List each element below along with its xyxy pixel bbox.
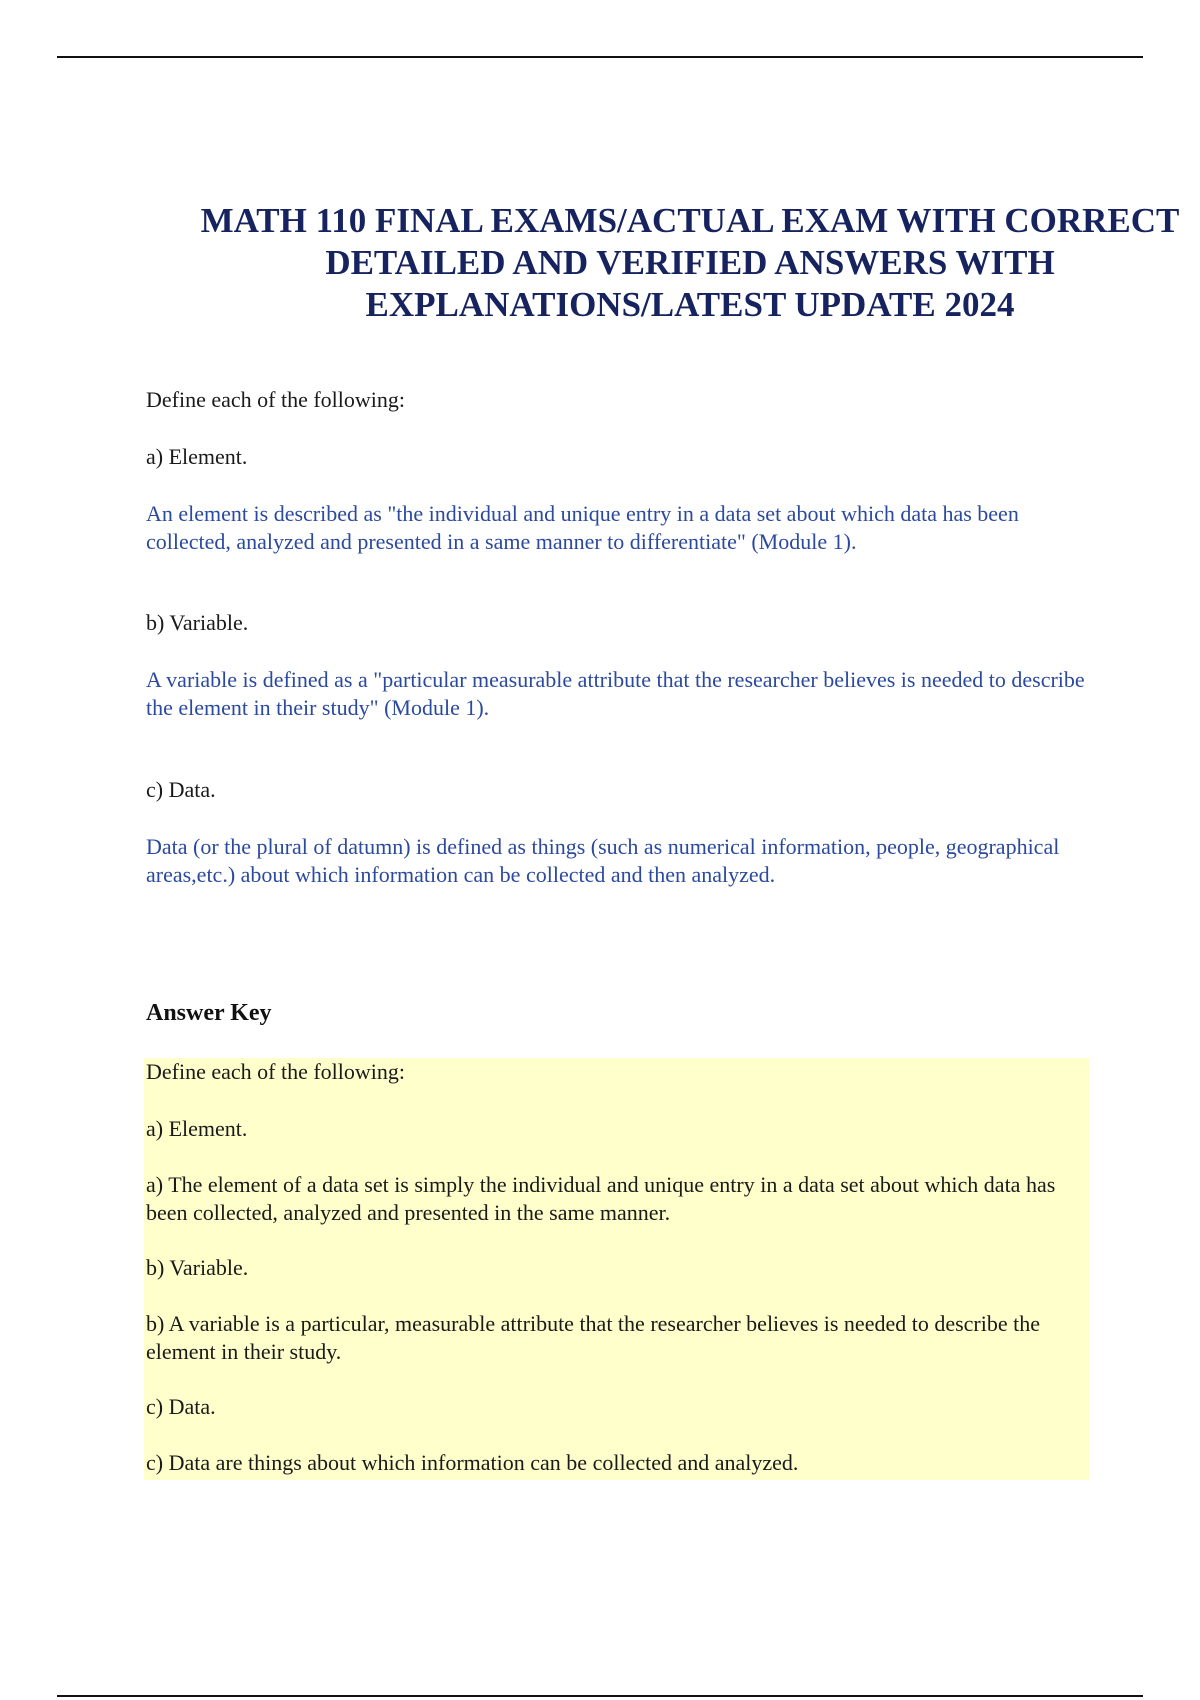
answer-key-label-element: a) Element. [146,1116,248,1141]
question-prompt: Define each of the following: [146,387,406,412]
answer-variable: A variable is defined as a "particular measurable attribute that the researcher believes is needed to describe the element in their study" (Module 1). [146,667,1085,720]
answer-key-label-variable: b) Variable. [146,1255,249,1280]
answer-key-prompt: Define each of the following: [146,1059,406,1084]
item-label-element: a) Element. [146,444,248,469]
answer-key-label-data: c) Data. [146,1394,216,1419]
answer-element: An element is described as "the individual and unique entry in a data set about which data has been collected, analyzed and presented in a same manner to differentiate" (Module 1). [146,501,1019,554]
answer-key-element: a) The element of a data set is simply the individual and unique entry in a data set about which data has been collected, analyzed and presented in the same manner. [146,1172,1056,1225]
title-line-3: EXPLANATIONS/LATEST UPDATE 2024 [365,285,1015,324]
bottom-rule [57,1695,1143,1697]
top-rule [57,56,1143,58]
answer-key-data: c) Data are things about which information can be collected and analyzed. [146,1450,799,1475]
answer-key-variable: b) A variable is a particular, measurable attribute that the researcher believes is needed to describe the element in their study. [146,1311,1041,1364]
item-label-variable: b) Variable. [146,610,249,635]
answer-data: Data (or the plural of datumn) is defined as things (such as numerical information, people, geographical areas,etc.) about which information can be collected and then analyzed. [146,834,1060,887]
title-line-2: DETAILED AND VERIFIED ANSWERS WITH [325,243,1055,282]
answer-key-heading: Answer Key [146,1000,272,1026]
item-label-data: c) Data. [146,777,216,802]
title-line-1: MATH 110 FINAL EXAMS/ACTUAL EXAM WITH CORRECT [200,201,1180,240]
document-title [150,200,1200,326]
